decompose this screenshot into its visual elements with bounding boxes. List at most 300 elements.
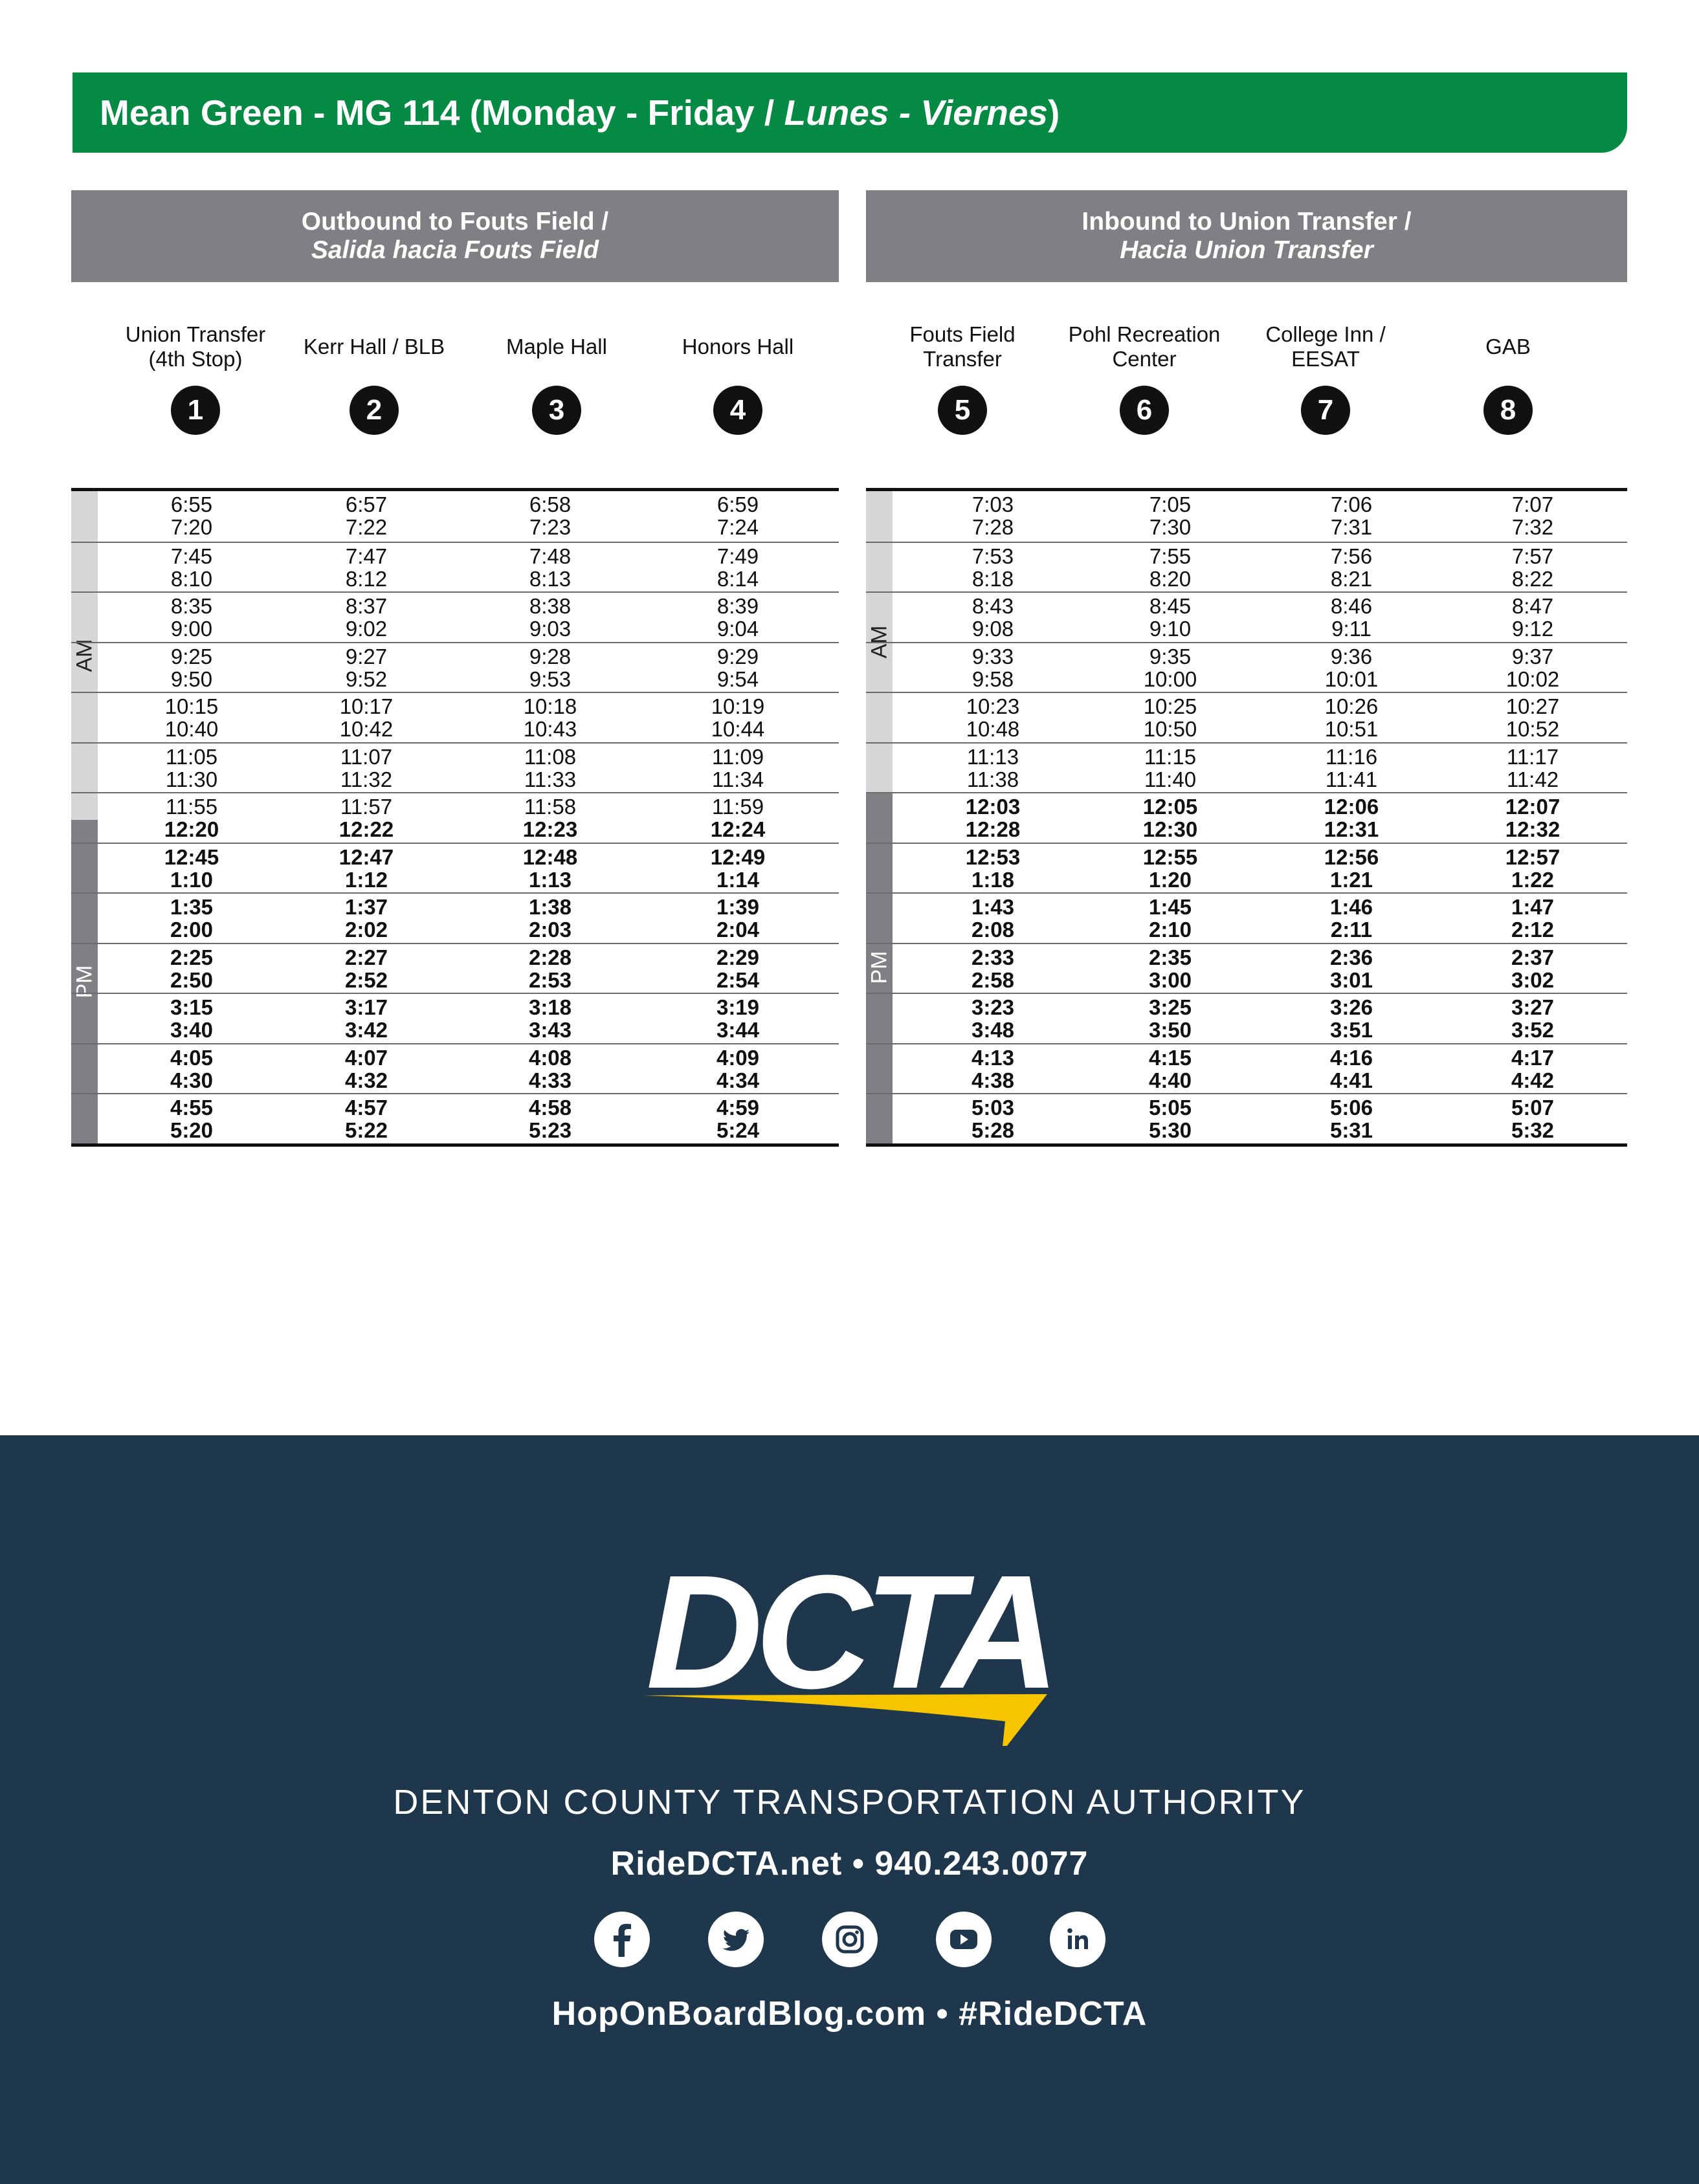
time-cell: 1:47 <box>1511 895 1555 919</box>
time-cell: 4:08 <box>528 1045 572 1070</box>
time-cell: 9:54 <box>716 667 759 691</box>
time-cell: 3:02 <box>1511 967 1555 992</box>
time-row <box>866 745 1627 769</box>
time-cell: 11:09 <box>711 744 764 769</box>
time-cell: 7:05 <box>1149 492 1192 516</box>
time-cell: 3:15 <box>170 995 214 1019</box>
time-cell: 10:01 <box>1324 667 1379 691</box>
stop-number-badge: 4 <box>713 386 762 435</box>
time-row <box>71 645 839 668</box>
time-cell: 8:22 <box>1511 566 1554 591</box>
time-row <box>71 516 839 539</box>
time-cell: 11:58 <box>524 795 577 819</box>
stop-6 <box>1054 321 1235 435</box>
time-cell: 9:37 <box>1511 644 1554 668</box>
am-label: AM <box>867 625 891 658</box>
time-cell: 4:41 <box>1329 1068 1373 1092</box>
time-cell: 4:55 <box>170 1096 214 1120</box>
time-cell: 1:38 <box>528 895 572 919</box>
time-cell: 11:07 <box>340 744 393 769</box>
time-cell: 7:47 <box>345 544 388 568</box>
time-cell: 11:30 <box>165 767 218 791</box>
time-cell: 9:04 <box>716 617 759 641</box>
time-cell: 7:53 <box>972 544 1014 568</box>
time-row <box>866 1069 1627 1092</box>
time-row-group <box>866 591 1627 642</box>
time-cell: 12:24 <box>710 817 766 841</box>
time-row-group <box>866 943 1627 993</box>
time-cell: 12:22 <box>339 817 394 841</box>
time-row-group <box>71 491 839 542</box>
time-cell: 1:35 <box>170 895 214 919</box>
time-row-group <box>866 1093 1627 1143</box>
time-row <box>71 795 839 819</box>
time-cell: 12:30 <box>1142 817 1198 841</box>
time-cell: 9:12 <box>1511 617 1554 641</box>
time-cell: 4:17 <box>1511 1045 1555 1070</box>
time-cell: 4:30 <box>170 1068 214 1092</box>
time-cell: 6:59 <box>716 492 759 516</box>
stop-number-badge: 2 <box>350 386 399 435</box>
time-cell: 11:57 <box>340 795 393 819</box>
pm-label: PM <box>867 951 891 984</box>
time-cell: 12:49 <box>710 844 766 869</box>
stop-number-badge: 3 <box>532 386 581 435</box>
time-cell: 12:45 <box>164 844 219 869</box>
time-cell: 11:40 <box>1144 767 1197 791</box>
time-cell: 2:29 <box>716 945 760 969</box>
stop-name: GAB <box>1485 335 1531 358</box>
time-cell: 4:05 <box>170 1045 214 1070</box>
time-cell: 8:47 <box>1511 594 1554 618</box>
time-cell: 10:40 <box>164 717 219 741</box>
time-cell: 5:06 <box>1329 1096 1373 1120</box>
time-row <box>866 493 1627 516</box>
time-cell: 9:53 <box>529 667 572 691</box>
time-row <box>71 996 839 1019</box>
stop-number-badge: 5 <box>938 386 987 435</box>
stop-3 <box>466 321 647 435</box>
time-cell: 7:48 <box>529 544 572 568</box>
time-cell: 3:48 <box>971 1018 1015 1042</box>
time-cell: 2:25 <box>170 945 214 969</box>
time-row-group <box>71 742 839 793</box>
time-row <box>866 516 1627 539</box>
stop-5 <box>872 321 1053 435</box>
time-cell: 4:09 <box>716 1045 760 1070</box>
time-cell: 8:18 <box>972 566 1014 591</box>
time-cell: 9:28 <box>529 644 572 668</box>
time-cell: 12:06 <box>1324 795 1379 819</box>
time-cell: 11:59 <box>711 795 764 819</box>
time-row-group <box>71 993 839 1043</box>
stop-8 <box>1417 321 1599 435</box>
time-row <box>71 745 839 769</box>
route-title-days-es: Lunes - Viernes <box>784 93 1049 133</box>
time-row <box>866 695 1627 718</box>
time-row <box>866 595 1627 618</box>
time-cell: 7:49 <box>716 544 759 568</box>
route-title: Mean Green - MG 114 (Monday - Friday / <box>100 93 784 133</box>
time-cell: 3:18 <box>528 995 572 1019</box>
time-cell: 7:45 <box>170 544 213 568</box>
time-row-group <box>71 792 839 843</box>
time-cell: 1:21 <box>1329 867 1373 892</box>
time-cell: 2:54 <box>716 967 760 992</box>
time-cell: 10:02 <box>1505 667 1560 691</box>
social-icons <box>594 1912 1105 1970</box>
time-cell: 11:34 <box>711 767 764 791</box>
inbound-stops <box>866 282 1627 488</box>
time-cell: 10:19 <box>711 694 765 718</box>
time-row <box>71 896 839 919</box>
time-cell: 2:33 <box>971 945 1015 969</box>
time-cell: 7:07 <box>1511 492 1554 516</box>
time-cell: 8:38 <box>529 594 572 618</box>
outbound-panel <box>71 190 839 1147</box>
time-cell: 10:48 <box>966 717 1020 741</box>
time-cell: 8:43 <box>972 594 1014 618</box>
stop-name: Maple Hall <box>506 335 607 358</box>
time-row-group <box>71 943 839 993</box>
stop-number-badge: 7 <box>1301 386 1350 435</box>
time-cell: 9:52 <box>345 667 388 691</box>
time-cell: 10:42 <box>339 717 394 741</box>
time-cell: 5:20 <box>170 1118 214 1142</box>
time-row <box>71 595 839 618</box>
time-row-group <box>71 843 839 893</box>
time-cell: 8:37 <box>345 594 388 618</box>
time-cell: 1:10 <box>170 867 214 892</box>
time-row <box>71 1046 839 1070</box>
time-row <box>71 969 839 992</box>
time-cell: 12:53 <box>965 844 1021 869</box>
inbound-header-title: Inbound to Union Transfer / <box>1082 208 1412 236</box>
time-row-group <box>866 692 1627 742</box>
time-cell: 10:52 <box>1505 717 1560 741</box>
youtube-icon[interactable] <box>936 1912 992 1967</box>
time-cell: 7:20 <box>170 515 213 539</box>
time-cell: 1:22 <box>1511 867 1555 892</box>
inbound-panel <box>866 190 1627 1147</box>
time-cell: 1:14 <box>716 867 760 892</box>
time-cell: 2:58 <box>971 967 1015 992</box>
time-cell: 3:42 <box>344 1018 388 1042</box>
time-cell: 9:35 <box>1149 644 1192 668</box>
time-row <box>866 668 1627 691</box>
time-cell: 7:30 <box>1149 515 1192 539</box>
time-cell: 3:43 <box>528 1018 572 1042</box>
stop-4 <box>647 321 828 435</box>
time-cell: 7:28 <box>972 515 1014 539</box>
time-row-group <box>866 892 1627 943</box>
time-cell: 12:03 <box>965 795 1021 819</box>
time-cell: 5:03 <box>971 1096 1015 1120</box>
outbound-header-title: Outbound to Fouts Field / <box>301 208 609 236</box>
time-row <box>866 1119 1627 1142</box>
outbound-timetable <box>71 488 839 1147</box>
time-cell: 2:10 <box>1148 918 1192 942</box>
time-cell: 2:36 <box>1329 945 1373 969</box>
time-cell: 5:30 <box>1148 1118 1192 1142</box>
time-cell: 8:13 <box>529 566 572 591</box>
time-cell: 12:31 <box>1324 817 1379 841</box>
time-cell: 5:07 <box>1511 1096 1555 1120</box>
time-cell: 2:35 <box>1148 945 1192 969</box>
time-cell: 4:16 <box>1329 1045 1373 1070</box>
time-cell: 5:22 <box>344 1118 388 1142</box>
time-cell: 2:11 <box>1330 918 1373 942</box>
time-row <box>866 645 1627 668</box>
time-cell: 8:35 <box>170 594 213 618</box>
time-cell: 2:08 <box>971 918 1015 942</box>
stop-number-badge: 8 <box>1483 386 1533 435</box>
time-row <box>866 918 1627 942</box>
time-cell: 2:27 <box>344 945 388 969</box>
time-row <box>71 818 839 841</box>
time-cell: 12:57 <box>1505 844 1560 869</box>
time-row <box>71 768 839 791</box>
dcta-logo <box>639 1558 1054 1746</box>
time-cell: 10:27 <box>1505 694 1560 718</box>
stop-name: Pohl Recreation Center <box>1068 322 1221 371</box>
time-row-group <box>866 642 1627 692</box>
linkedin-icon[interactable] <box>1050 1912 1105 1967</box>
time-cell: 11:33 <box>524 767 577 791</box>
time-cell: 4:32 <box>344 1068 388 1092</box>
blog-line[interactable]: HopOnBoardBlog.com • #RideDCTA <box>551 1995 1148 2033</box>
time-cell: 8:45 <box>1149 594 1192 618</box>
time-cell: 4:38 <box>971 1068 1015 1092</box>
time-cell: 6:58 <box>529 492 572 516</box>
time-cell: 5:28 <box>971 1118 1015 1142</box>
time-cell: 10:23 <box>966 694 1020 718</box>
time-cell: 10:51 <box>1324 717 1379 741</box>
route-title-close: ) <box>1048 93 1060 133</box>
time-cell: 9:25 <box>170 644 213 668</box>
time-row-group <box>71 892 839 943</box>
time-row <box>71 1119 839 1142</box>
time-cell: 12:32 <box>1505 817 1560 841</box>
time-cell: 2:37 <box>1511 945 1555 969</box>
time-cell: 7:57 <box>1511 544 1554 568</box>
stop-name: Kerr Hall / BLB <box>303 335 445 358</box>
time-row <box>866 969 1627 992</box>
time-cell: 9:11 <box>1331 617 1371 641</box>
time-cell: 12:47 <box>339 844 394 869</box>
footer <box>0 1435 1699 2184</box>
stop-7 <box>1235 321 1416 435</box>
time-row <box>866 896 1627 919</box>
time-cell: 11:15 <box>1144 744 1197 769</box>
time-row <box>71 545 839 568</box>
time-cell: 9:33 <box>972 644 1014 668</box>
time-row-group <box>866 491 1627 542</box>
time-cell: 8:12 <box>345 566 388 591</box>
time-cell: 4:33 <box>528 1068 572 1092</box>
time-row <box>866 846 1627 869</box>
time-cell: 11:17 <box>1506 744 1559 769</box>
time-cell: 9:58 <box>972 667 1014 691</box>
stop-name: Fouts Field Transfer <box>909 322 1016 371</box>
twitter-icon[interactable] <box>708 1912 764 1967</box>
time-cell: 11:05 <box>165 744 218 769</box>
time-cell: 9:02 <box>345 617 388 641</box>
time-cell: 7:56 <box>1330 544 1373 568</box>
time-cell: 9:50 <box>170 667 213 691</box>
time-cell: 1:12 <box>344 867 388 892</box>
time-row <box>866 946 1627 969</box>
time-cell: 2:02 <box>344 918 388 942</box>
time-cell: 5:32 <box>1511 1118 1555 1142</box>
time-cell: 7:31 <box>1330 515 1373 539</box>
time-row-group <box>866 542 1627 592</box>
time-cell: 4:57 <box>344 1096 388 1120</box>
time-cell: 8:10 <box>170 566 213 591</box>
time-cell: 3:44 <box>716 1018 760 1042</box>
time-cell: 3:50 <box>1148 1018 1192 1042</box>
time-cell: 8:14 <box>716 566 759 591</box>
time-row <box>866 1046 1627 1070</box>
time-cell: 3:00 <box>1148 967 1192 992</box>
time-row <box>866 617 1627 641</box>
time-row-group <box>866 742 1627 793</box>
time-cell: 12:28 <box>965 817 1021 841</box>
stop-number-badge: 1 <box>171 386 220 435</box>
time-cell: 7:55 <box>1149 544 1192 568</box>
time-cell: 2:28 <box>528 945 572 969</box>
time-cell: 2:53 <box>528 967 572 992</box>
time-cell: 10:43 <box>523 717 577 741</box>
time-row <box>71 918 839 942</box>
time-row <box>71 668 839 691</box>
stop-number-badge: 6 <box>1120 386 1169 435</box>
time-cell: 8:20 <box>1149 566 1192 591</box>
am-label: AM <box>72 639 96 672</box>
time-row <box>71 846 839 869</box>
time-cell: 11:55 <box>165 795 218 819</box>
time-row <box>866 768 1627 791</box>
time-cell: 3:26 <box>1329 995 1373 1019</box>
time-cell: 2:50 <box>170 967 214 992</box>
time-cell: 12:23 <box>522 817 578 841</box>
time-cell: 5:24 <box>716 1118 760 1142</box>
time-cell: 9:10 <box>1149 617 1192 641</box>
logo-wordmark: DCTA <box>646 1558 1052 1722</box>
time-cell: 1:45 <box>1148 895 1192 919</box>
time-cell: 10:18 <box>523 694 577 718</box>
time-cell: 4:58 <box>528 1096 572 1120</box>
time-cell: 3:19 <box>716 995 760 1019</box>
time-row <box>71 568 839 591</box>
time-cell: 9:03 <box>529 617 572 641</box>
time-cell: 9:36 <box>1330 644 1373 668</box>
time-cell: 3:40 <box>170 1018 214 1042</box>
time-row-group <box>71 591 839 642</box>
time-cell: 2:00 <box>170 918 214 942</box>
time-cell: 12:48 <box>522 844 578 869</box>
inbound-header <box>866 190 1627 282</box>
time-cell: 7:03 <box>972 492 1014 516</box>
time-cell: 7:06 <box>1330 492 1373 516</box>
time-row <box>866 545 1627 568</box>
outbound-header-subtitle: Salida hacia Fouts Field <box>311 236 599 264</box>
time-row <box>866 818 1627 841</box>
time-row <box>866 795 1627 819</box>
stop-1 <box>105 321 286 435</box>
time-row <box>71 868 839 892</box>
stop-name: College Inn / EESAT <box>1265 322 1386 371</box>
time-row <box>71 493 839 516</box>
time-row <box>71 1096 839 1120</box>
time-cell: 4:15 <box>1148 1045 1192 1070</box>
time-row-group <box>71 542 839 592</box>
time-cell: 1:43 <box>971 895 1015 919</box>
time-cell: 1:20 <box>1148 867 1192 892</box>
inbound-timetable <box>866 488 1627 1147</box>
time-cell: 7:23 <box>529 515 572 539</box>
time-cell: 2:52 <box>344 967 388 992</box>
time-cell: 2:04 <box>716 918 760 942</box>
time-cell: 11:41 <box>1325 767 1378 791</box>
time-cell: 9:27 <box>345 644 388 668</box>
time-cell: 1:18 <box>971 867 1015 892</box>
time-row <box>866 868 1627 892</box>
time-cell: 10:15 <box>164 694 219 718</box>
time-cell: 7:24 <box>716 515 759 539</box>
instagram-icon[interactable] <box>822 1912 878 1967</box>
time-cell: 1:37 <box>344 895 388 919</box>
time-row-group <box>866 993 1627 1043</box>
time-cell: 9:08 <box>972 617 1014 641</box>
time-cell: 2:12 <box>1511 918 1555 942</box>
time-cell: 4:34 <box>716 1068 760 1092</box>
time-row-group <box>71 692 839 742</box>
agency-name: DENTON COUNTY TRANSPORTATION AUTHORITY <box>393 1783 1306 1822</box>
time-cell: 12:05 <box>1142 795 1198 819</box>
time-cell: 6:57 <box>345 492 388 516</box>
time-cell: 1:13 <box>528 867 572 892</box>
time-row <box>71 695 839 718</box>
time-row-group <box>866 792 1627 843</box>
contact-line[interactable]: RideDCTA.net • 940.243.0077 <box>610 1845 1089 1882</box>
time-row <box>71 718 839 741</box>
facebook-icon[interactable] <box>594 1912 650 1967</box>
time-cell: 4:07 <box>344 1045 388 1070</box>
time-row <box>71 1069 839 1092</box>
time-cell: 4:13 <box>971 1045 1015 1070</box>
time-row <box>71 617 839 641</box>
time-cell: 10:50 <box>1143 717 1197 741</box>
time-cell: 10:26 <box>1324 694 1379 718</box>
time-cell: 4:59 <box>716 1096 760 1120</box>
time-cell: 3:17 <box>344 995 388 1019</box>
time-cell: 10:44 <box>711 717 765 741</box>
time-cell: 9:29 <box>716 644 759 668</box>
time-cell: 8:46 <box>1330 594 1373 618</box>
time-row-group <box>71 1043 839 1094</box>
time-cell: 3:23 <box>971 995 1015 1019</box>
time-cell: 5:31 <box>1329 1118 1373 1142</box>
pm-label: PM <box>72 965 96 998</box>
time-cell: 5:23 <box>528 1118 572 1142</box>
time-cell: 8:21 <box>1330 566 1373 591</box>
time-cell: 10:17 <box>339 694 394 718</box>
time-row <box>866 718 1627 741</box>
outbound-stops <box>71 282 839 488</box>
time-cell: 11:32 <box>340 767 393 791</box>
time-row-group <box>71 642 839 692</box>
